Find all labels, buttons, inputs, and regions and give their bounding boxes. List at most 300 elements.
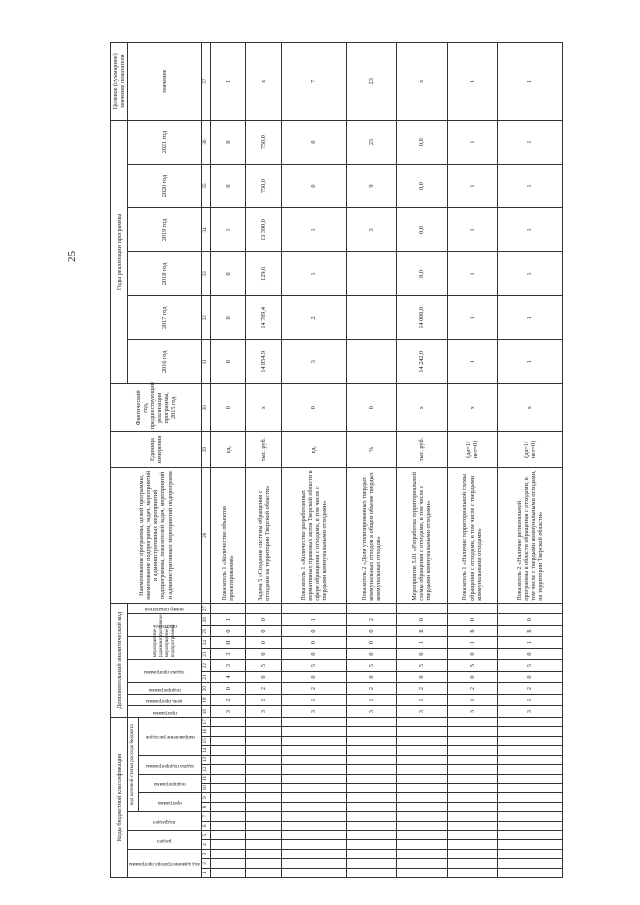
kbk-cell (397, 812, 447, 821)
kbk-cell (281, 802, 346, 811)
year-value: 0 (210, 340, 246, 384)
dop-code-cell: 5 (281, 660, 346, 672)
dop-code-cell: 5 (497, 660, 562, 672)
kbk-cell (346, 746, 396, 755)
kbk-cell (497, 755, 562, 764)
row-unit: ед. (210, 432, 246, 468)
header-dop-nomer-text: номер показателя (145, 606, 184, 613)
kbk-cell (497, 821, 562, 830)
row-name: Показатель 2 «Наличие региональной программы в области обращения с отходами, в том числе с твердыми коммунальными отходами, на территории Тверской области» (497, 467, 562, 603)
kbk-cell (246, 830, 282, 839)
year-value: 3 (281, 340, 346, 384)
year-value: 0,0 (397, 120, 447, 164)
kbk-cell (246, 765, 282, 774)
header-dop-podprogramma-text: подпрограмма (148, 686, 181, 693)
kbk-cell (497, 812, 562, 821)
kbk-cell (447, 755, 497, 764)
year-value: 750,0 (246, 120, 282, 164)
dop-code-cell: 5 (246, 660, 282, 672)
kbk-cell (397, 793, 447, 802)
kbk-cell (210, 727, 246, 736)
kbk-cell (210, 774, 246, 783)
year-value: 14 242,0 (397, 340, 447, 384)
year-value: 14 789,4 (246, 296, 282, 340)
column-number: 6 (201, 821, 210, 830)
year-value: 0,0 (397, 164, 447, 208)
column-number: 22 (201, 660, 210, 672)
row-target: 1 (447, 43, 497, 121)
kbk-cell (346, 736, 396, 745)
column-number: 25 (201, 625, 210, 637)
dop-code-cell: 0 (397, 671, 447, 683)
kbk-cell (281, 868, 346, 877)
nomer-cell (246, 603, 282, 614)
dop-code-cell: 3 (210, 706, 246, 718)
column-number: 37 (201, 43, 210, 121)
year-value: 1 (447, 340, 497, 384)
kbk-cell (447, 821, 497, 830)
kbk-cell (246, 783, 282, 792)
kbk-cell (397, 859, 447, 868)
year-value: 13 390,0 (246, 208, 282, 252)
kbk-cell (447, 859, 497, 868)
table-row (281, 43, 346, 878)
header-y2017: 2017 год (128, 296, 202, 340)
dop-code-cell: 0 (281, 625, 346, 637)
column-number: 8 (201, 802, 210, 811)
table-row (210, 43, 246, 878)
dop-code-cell: 0 (447, 614, 497, 626)
kbk-cell (210, 840, 246, 849)
kbk-cell (346, 727, 396, 736)
dop-code-cell: 0 (497, 648, 562, 660)
kbk-cell (447, 793, 497, 802)
kbk-cell (210, 802, 246, 811)
nomer-cell (346, 603, 396, 614)
year-value: 129,6 (246, 252, 282, 296)
kbk-cell (397, 736, 447, 745)
kbk-cell (447, 746, 497, 755)
row-fact: х (497, 384, 562, 432)
column-number: 5 (201, 830, 210, 839)
kbk-cell (497, 727, 562, 736)
column-number: 26 (201, 614, 210, 626)
row-unit: % (346, 432, 396, 468)
kbk-cell (210, 868, 246, 877)
dop-code-cell: 0 (346, 637, 396, 649)
year-value: 0 (210, 296, 246, 340)
column-number: 16 (201, 727, 210, 736)
row-target: 23 (346, 43, 396, 121)
kbk-cell (397, 849, 447, 858)
kbk-cell (346, 840, 396, 849)
kbk-cell (447, 840, 497, 849)
column-number: 30 (201, 384, 210, 432)
kbk-cell (346, 802, 396, 811)
dop-code-cell: 0 (281, 671, 346, 683)
kbk-cell (210, 812, 246, 821)
kbk-cell (497, 765, 562, 774)
row-fact: х (397, 384, 447, 432)
kbk-cell (281, 765, 346, 774)
kbk-cell (397, 821, 447, 830)
kbk-cell (281, 736, 346, 745)
dop-code-cell: 0 (397, 614, 447, 626)
header-fact: Фактический год, предшествующий реализации программы, 2015 год (111, 384, 202, 432)
kbk-cell (246, 727, 282, 736)
column-number: 2 (201, 859, 210, 868)
year-value: 0,0 (397, 252, 447, 296)
dop-code-cell: 1 (497, 694, 562, 706)
dop-code-cell: 2 (346, 614, 396, 626)
kbk-cell (281, 859, 346, 868)
dop-code-cell: 0 (497, 671, 562, 683)
column-number: 32 (201, 296, 210, 340)
kbk-cell (246, 821, 282, 830)
dop-code-cell: 0 (246, 648, 282, 660)
page-number: 25 (66, 251, 78, 262)
year-value (346, 296, 396, 340)
row-unit: ед. (281, 432, 346, 468)
row-unit: тыс. руб. (397, 432, 447, 468)
nomer-cell (497, 603, 562, 614)
header-kbk-napravlenie-text: направление расходов (145, 734, 195, 741)
header-dop-program (128, 706, 202, 718)
dop-code-cell: 3 (497, 706, 562, 718)
nomer-cell (281, 603, 346, 614)
column-number: 9 (201, 793, 210, 802)
row-fact: 0 (210, 384, 246, 432)
column-number: 3 (201, 849, 210, 858)
header-y2016: 2016 год (128, 340, 202, 384)
kbk-cell (281, 812, 346, 821)
kbk-cell (346, 793, 396, 802)
kbk-cell (346, 812, 396, 821)
kbk-cell (246, 812, 282, 821)
kbk-cell (281, 783, 346, 792)
year-value: 1 (447, 208, 497, 252)
header-dop: Дополнительный аналитический код (111, 603, 128, 717)
year-value: 1 (497, 208, 562, 252)
dop-code-cell: Б (397, 625, 447, 637)
dop-code-cell: Б (497, 625, 562, 637)
kbk-cell (397, 783, 447, 792)
kbk-cell (497, 793, 562, 802)
column-number: 29 (201, 432, 210, 468)
row-fact: х (447, 384, 497, 432)
header-dop-nomer (128, 603, 202, 614)
year-value: 0 (210, 252, 246, 296)
dop-code-cell: 1 (346, 694, 396, 706)
kbk-cell (281, 821, 346, 830)
year-value: 1 (447, 252, 497, 296)
dop-code-cell: 3 (210, 660, 246, 672)
dop-code-cell: 0 (281, 648, 346, 660)
year-value: 0 (210, 120, 246, 164)
column-number: 4 (201, 840, 210, 849)
table-row (497, 43, 562, 878)
column-number: 24 (201, 637, 210, 649)
header-kbk-zadacha (139, 755, 202, 774)
row-unit: (да=1/нет=0) (447, 432, 497, 468)
column-number: 34 (201, 208, 210, 252)
dop-code-cell: 2 (246, 683, 282, 695)
column-number: 15 (201, 736, 210, 745)
year-value: 1 (447, 120, 497, 164)
header-y2021: 2021 год (128, 120, 202, 164)
header-dop-podprogramma (128, 683, 202, 695)
header-kbk-admin (128, 849, 202, 877)
kbk-cell (447, 765, 497, 774)
kbk-cell (497, 717, 562, 727)
kbk-cell (497, 849, 562, 858)
row-fact: х (246, 384, 282, 432)
dop-code-cell: 1 (210, 614, 246, 626)
dop-code-cell: 1 (447, 694, 497, 706)
column-number: 14 (201, 746, 210, 755)
dop-code-cell: 3 (210, 648, 246, 660)
header-kbk-razdel (128, 830, 202, 849)
dop-code-cell: 3 (281, 706, 346, 718)
nomer-cell (447, 603, 497, 614)
dop-code-cell: 0 (397, 648, 447, 660)
column-number: 12 (201, 765, 210, 774)
kbk-cell (246, 793, 282, 802)
column-number: 11 (201, 774, 210, 783)
year-value: 1 (497, 296, 562, 340)
header-y2019: 2019 год (128, 208, 202, 252)
column-number: 10 (201, 783, 210, 792)
year-value: 1 (281, 252, 346, 296)
dop-code-cell: 2 (447, 683, 497, 695)
year-value (346, 340, 396, 384)
row-target: 1 (210, 43, 246, 121)
kbk-cell (281, 727, 346, 736)
kbk-cell (447, 830, 497, 839)
header-unit: Единица измерения (111, 432, 202, 468)
kbk-cell (210, 859, 246, 868)
column-number: 20 (201, 683, 210, 695)
header-kbk-podprogramma-text: подпрограмма (154, 781, 186, 788)
kbk-cell (346, 765, 396, 774)
kbk-cell (397, 840, 447, 849)
kbk-cell (447, 774, 497, 783)
dop-code-cell: 0 (346, 648, 396, 660)
kbk-cell (346, 868, 396, 877)
dop-code-cell: 4 (210, 671, 246, 683)
dop-code-cell: И (210, 637, 246, 649)
kbk-cell (210, 783, 246, 792)
dop-code-cell: 2 (497, 683, 562, 695)
header-years: Годы реализации программы (111, 120, 128, 384)
dop-code-cell: 3 (397, 706, 447, 718)
header-dop-cel (128, 694, 202, 706)
header-name: Наименование программы, целей программы, наименование подпрограмм, задач, мероприятий и административных мероприятий подпрограммы, показателей задач, мероприятий и административных мероприятий подпрограмм (111, 467, 202, 603)
dop-code-cell: 2 (397, 683, 447, 695)
kbk-cell (346, 830, 396, 839)
kbk-cell (281, 774, 346, 783)
dop-code-cell: 1 (497, 637, 562, 649)
rotated-table-wrapper (110, 42, 550, 878)
dop-code-cell: 0 (346, 671, 396, 683)
year-value: 1 (281, 208, 346, 252)
kbk-cell (210, 793, 246, 802)
table-row (246, 43, 282, 878)
table-row (447, 43, 497, 878)
row-fact: 0 (346, 384, 396, 432)
dop-code-cell: 0 (281, 637, 346, 649)
header-y2018: 2018 год (128, 252, 202, 296)
kbk-cell (246, 755, 282, 764)
year-value: 750,0 (246, 164, 282, 208)
header-kbk-programma-text: программа (158, 800, 182, 807)
header-kbk-podprogramma (139, 774, 202, 793)
header-dop-zadacha-text: задача программы (144, 669, 185, 676)
kbk-cell (281, 746, 346, 755)
dop-code-cell: 3 (346, 706, 396, 718)
dop-code-cell: 2 (281, 683, 346, 695)
kbk-cell (210, 821, 246, 830)
kbk-cell (397, 746, 447, 755)
year-value: 14 854,9 (246, 340, 282, 384)
dop-code-cell: 1 (281, 614, 346, 626)
dop-code-cell: 0 (497, 614, 562, 626)
dop-code-cell: 0 (346, 625, 396, 637)
row-name: Показатель 1 «Количество объектов проектирования» (210, 467, 246, 603)
kbk-cell (210, 717, 246, 727)
kbk-cell (397, 717, 447, 727)
header-target: Целевое (суммарное) значение показателя (111, 43, 128, 121)
row-target: х (246, 43, 282, 121)
header-kbk: Коды бюджетной классификации (111, 717, 128, 877)
kbk-cell (447, 783, 497, 792)
header-kbk-napravlenie (139, 717, 202, 755)
row-target: 7 (281, 43, 346, 121)
kbk-cell (497, 830, 562, 839)
header-kbk-zadacha-text: задача подпрограммы (145, 762, 195, 769)
dop-code-cell: 0 (246, 614, 282, 626)
year-value: 23 (346, 120, 396, 164)
year-value: 1 (447, 296, 497, 340)
kbk-cell (246, 736, 282, 745)
kbk-cell (246, 802, 282, 811)
column-number: 23 (201, 648, 210, 660)
kbk-cell (246, 859, 282, 868)
dop-code-cell: 0 (210, 683, 246, 695)
kbk-cell (397, 755, 447, 764)
row-target: 1 (497, 43, 562, 121)
year-value: 1 (447, 164, 497, 208)
kbk-cell (447, 812, 497, 821)
column-number: 17 (201, 717, 210, 727)
table-row (346, 43, 396, 878)
dop-code-cell: 1 (281, 694, 346, 706)
kbk-cell (497, 840, 562, 849)
kbk-cell (397, 868, 447, 877)
kbk-cell (447, 802, 497, 811)
row-name: Показатель 1 «Наличие территориальной схемы обращения с отходами, в том числе с твердыми коммунальными отходами» (447, 467, 497, 603)
dop-code-cell: 1 (397, 637, 447, 649)
year-value: 1 (497, 164, 562, 208)
header-kbk-razdel-text: раздел (157, 837, 172, 844)
header-kbk-sub: код целевой статьи расхода бюджета (128, 717, 139, 811)
column-number: 19 (201, 694, 210, 706)
kbk-cell (497, 746, 562, 755)
dop-code-cell: 3 (447, 706, 497, 718)
kbk-cell (397, 727, 447, 736)
kbk-cell (346, 717, 396, 727)
row-unit: (да=1/нет=0) (497, 432, 562, 468)
kbk-cell (346, 859, 396, 868)
kbk-cell (447, 849, 497, 858)
kbk-cell (397, 765, 447, 774)
dop-code-cell: 0 (246, 671, 282, 683)
year-value (346, 252, 396, 296)
column-number: 18 (201, 706, 210, 718)
kbk-cell (346, 774, 396, 783)
kbk-cell (210, 849, 246, 858)
kbk-cell (447, 717, 497, 727)
header-kbk-podrazdel (128, 812, 202, 831)
header-kbk-admin-text: код администратора программы (129, 861, 200, 868)
row-target: х (397, 43, 447, 121)
dop-code-cell: 0 (246, 637, 282, 649)
header-y2020: 2020 год (128, 164, 202, 208)
kbk-cell (246, 717, 282, 727)
kbk-cell (497, 783, 562, 792)
row-name: Показатель 1 «Количество разработанных нормативных правовых актов Тверской области в сфере обращения с отходами, в том числе с твердыми коммунальными отходами» (281, 467, 346, 603)
kbk-cell (281, 849, 346, 858)
kbk-cell (447, 868, 497, 877)
kbk-cell (210, 746, 246, 755)
kbk-cell (246, 868, 282, 877)
row-name: Мероприятие 5.01 «Разработка территориальной схемы обращения с отходами, в том числе с твердыми коммунальными отходами» (397, 467, 447, 603)
dop-code-cell: 2 (210, 694, 246, 706)
year-value: 0 (281, 164, 346, 208)
nomer-cell (210, 603, 246, 614)
kbk-cell (210, 755, 246, 764)
year-value: 0,0 (397, 208, 447, 252)
kbk-cell (281, 793, 346, 802)
kbk-cell (447, 727, 497, 736)
kbk-cell (397, 774, 447, 783)
table-row (397, 43, 447, 878)
kbk-cell (281, 830, 346, 839)
kbk-cell (447, 736, 497, 745)
row-name: Задача 5 «Создание системы обращения с отходами на территории Тверской области» (246, 467, 282, 603)
column-number: 21 (201, 671, 210, 683)
dop-code-cell: 5 (346, 660, 396, 672)
column-number: 28 (201, 467, 210, 603)
dop-code-cell: 5 (447, 660, 497, 672)
year-value: 1 (497, 340, 562, 384)
column-number: 13 (201, 755, 210, 764)
kbk-cell (210, 765, 246, 774)
dop-code-cell: 0 (447, 648, 497, 660)
header-dop-cel-text: цель программы (146, 698, 183, 705)
dop-code-cell: 0 (246, 625, 282, 637)
kbk-cell (497, 774, 562, 783)
kbk-cell (346, 755, 396, 764)
year-value: 1 (497, 120, 562, 164)
year-value: 0 (210, 164, 246, 208)
header-dop-program-text: программа (152, 709, 177, 716)
row-fact: 0 (281, 384, 346, 432)
kbk-cell (497, 802, 562, 811)
year-value: 9 (346, 164, 396, 208)
kbk-cell (281, 717, 346, 727)
kbk-cell (246, 746, 282, 755)
